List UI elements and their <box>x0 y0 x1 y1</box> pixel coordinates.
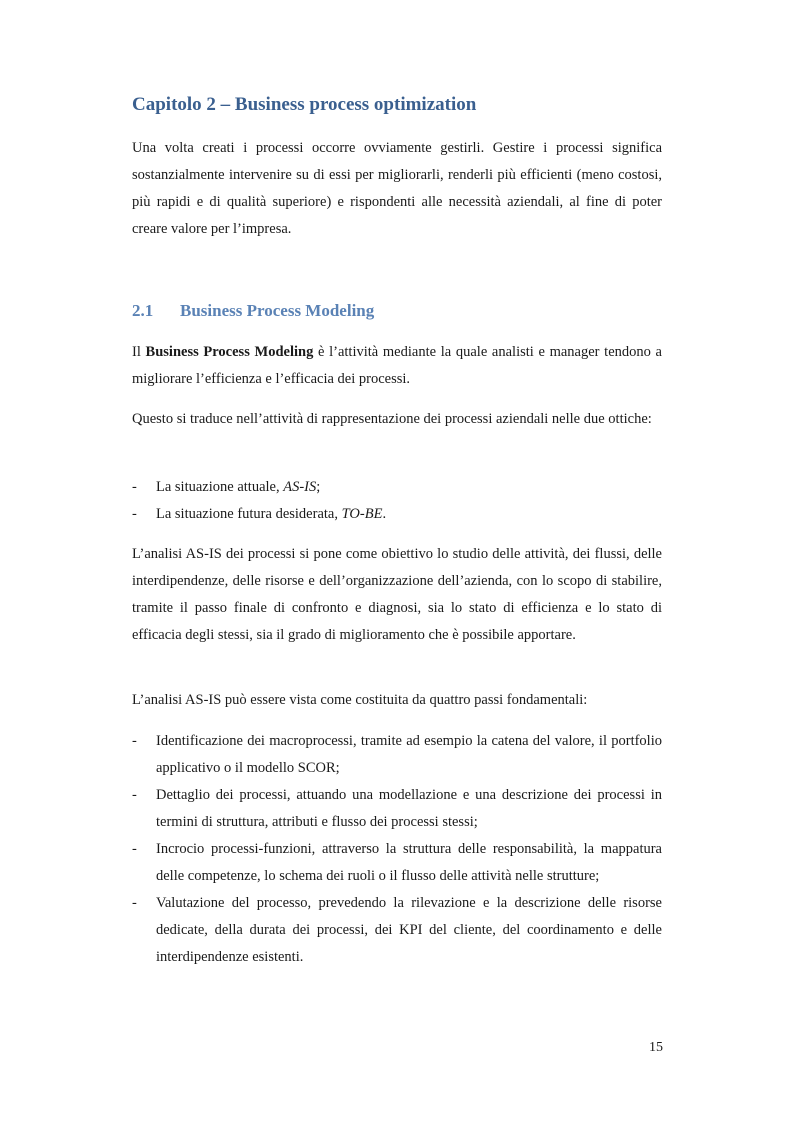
para3-block <box>132 541 662 649</box>
para1-bold-term: Business Process Modeling <box>145 344 314 360</box>
section-title: Business Process Modeling <box>180 301 375 320</box>
list-item: - Valutazione del processo, prevedendo la rilevazione e la descrizione delle risorse dedicate, della durata dei processi, dei KPI del cliente, del coordinamento e delle interdipendenze esistenti. <box>132 890 662 971</box>
paragraph-as-is-analysis: L’analisi AS-IS dei processi si pone come obiettivo lo studio delle attività, dei flussi, delle interdipendenze, delle risorse e dell’organizzazione dell’azienda, con lo scopo di stabilire, tramite il passo finale di confronto e diagnosi, sia lo stato di efficienza e lo stato di efficacia degli stessi, sia il grado di miglioramento che è possibile apportare. <box>132 546 662 643</box>
para1-rest: è l’attività mediante la quale analisti e manager tendono a migliorare l’efficienza e l’efficacia dei processi. <box>132 344 662 387</box>
paragraph-four-steps: L’analisi AS-IS può essere vista come costituita da quattro passi fondamentali: <box>132 692 588 708</box>
list-item-emphasis: AS-IS <box>283 479 317 495</box>
paragraph-bpm-definition <box>132 339 662 393</box>
list-item <box>132 501 662 528</box>
chapter-title: Capitolo 2 – Business process optimization <box>132 94 477 115</box>
four-steps-list <box>132 728 662 971</box>
intro-block <box>132 135 662 243</box>
as-is-to-be-list <box>132 474 662 528</box>
list-item-text: La situazione futura desiderata, <box>156 506 342 522</box>
list1-block <box>132 474 662 528</box>
list-item: - Incrocio processi-funzioni, attraverso la struttura delle responsabilità, la mappatura delle competenze, lo schema dei ruoli o il flusso delle attività nelle strutture; <box>132 836 662 890</box>
page-number: 15 <box>649 1040 663 1055</box>
section-number: 2.1 <box>132 301 154 320</box>
list-item: - Identificazione dei macroprocessi, tramite ad esempio la catena del valore, il portfolio applicativo o il modello SCOR; <box>132 728 662 782</box>
para2-block <box>132 406 662 433</box>
list-item-text: La situazione attuale, <box>156 479 284 495</box>
section-heading <box>132 301 374 321</box>
paragraph-representation: Questo si traduce nell’attività di rappresentazione dei processi aziendali nelle due ottiche: <box>132 411 652 427</box>
para1-prefix: Il <box>132 344 146 360</box>
list-item-end: ; <box>316 479 321 495</box>
list-item <box>132 474 662 501</box>
intro-paragraph: Una volta creati i processi occorre ovviamente gestirli. Gestire i processi significa sostanzialmente intervenire su di essi per migliorarli, renderli più efficienti (meno costosi, più rapidi e di qualità superiore) e rispondenti alle necessità aziendali, al fine di poter creare valore per l’impresa. <box>132 140 662 237</box>
list2-block <box>132 728 662 971</box>
para1-block <box>132 339 662 393</box>
list-item-end: . <box>382 506 387 522</box>
list-item-emphasis: TO-BE <box>341 506 383 522</box>
para4-block <box>132 687 662 714</box>
list-item: - Dettaglio dei processi, attuando una modellazione e una descrizione dei processi in termini di struttura, attributi e flusso dei processi stessi; <box>132 782 662 836</box>
